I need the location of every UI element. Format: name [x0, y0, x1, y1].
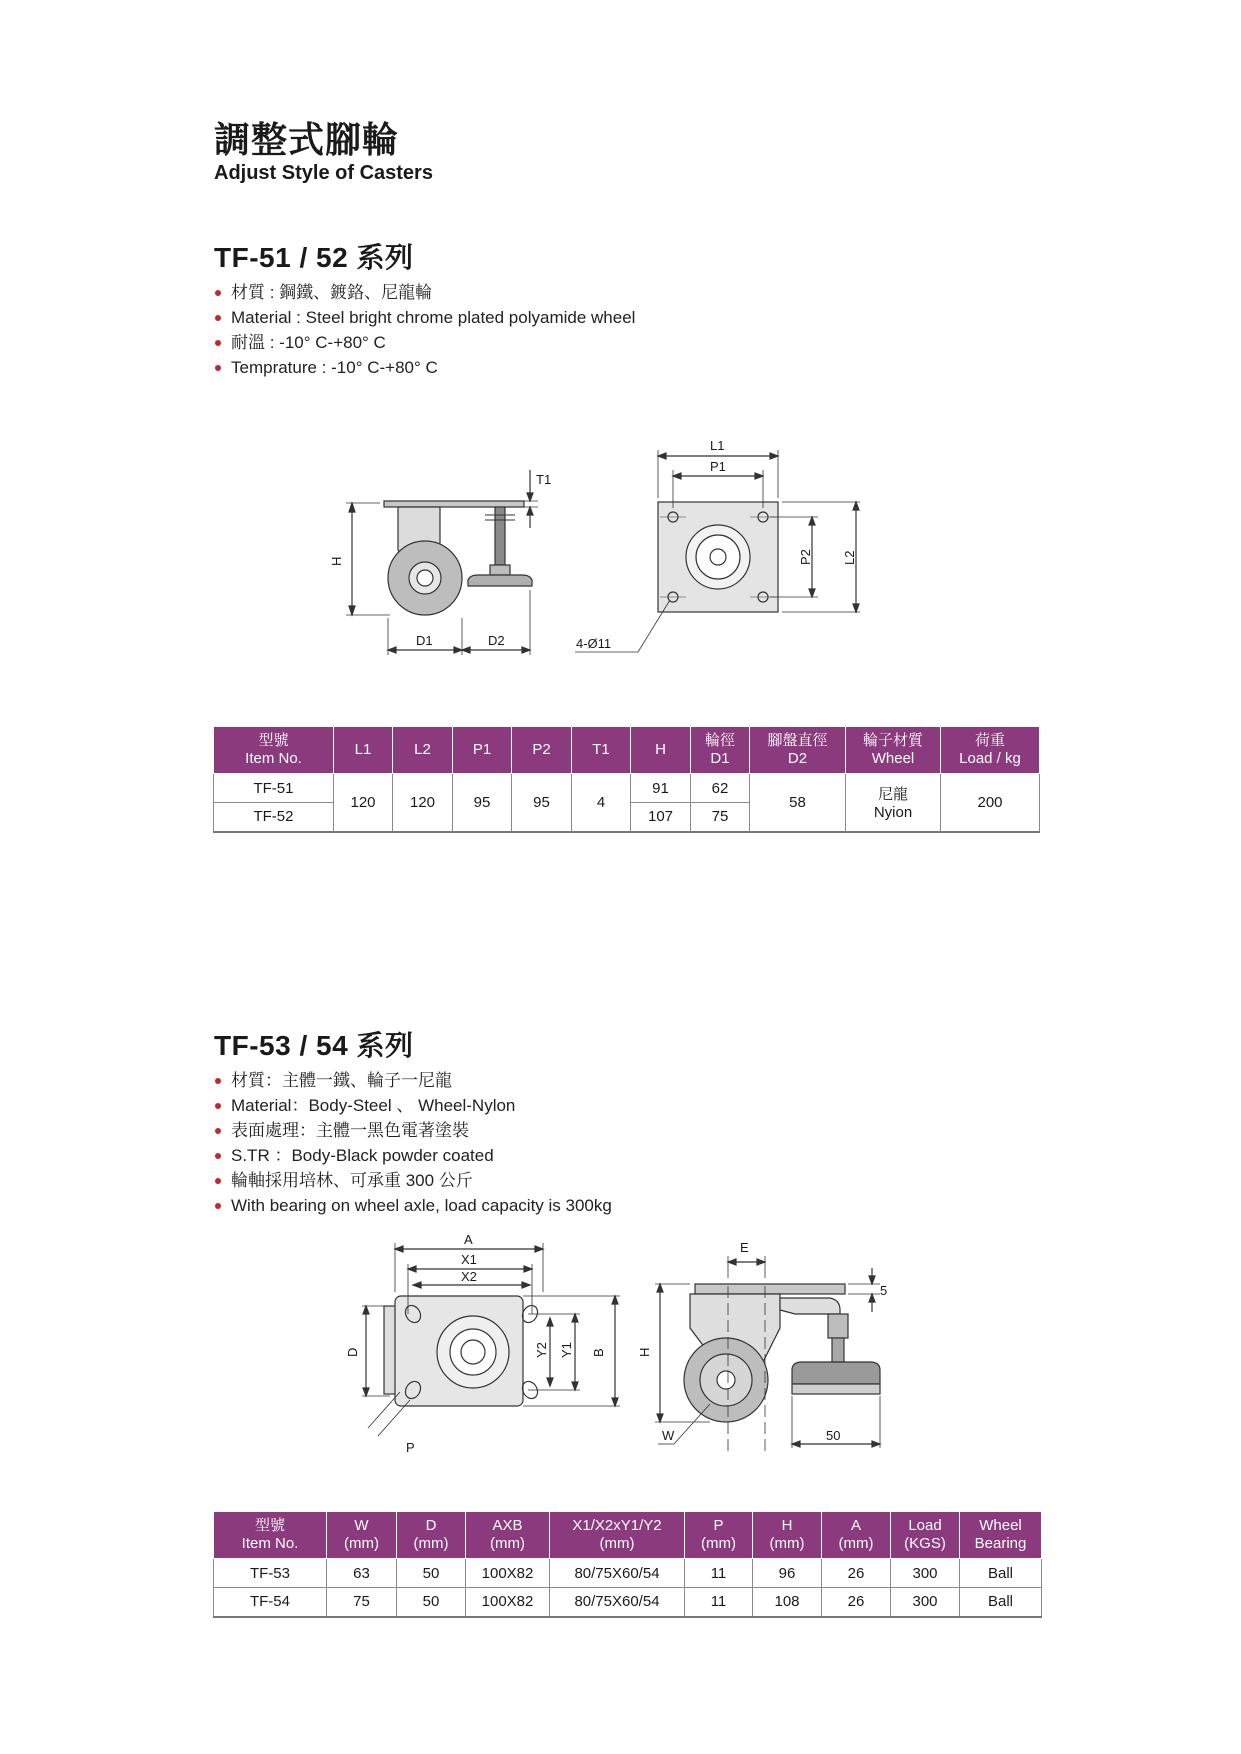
table-header-row	[214, 1512, 1042, 1559]
cell: 11	[685, 1559, 753, 1588]
section2-title: TF-53 / 54 系列	[214, 1030, 414, 1061]
bullet-item: 表面處理：主體一黑色電著塗裝	[214, 1118, 612, 1143]
tf51-spec-table	[213, 726, 1040, 833]
header-h: H	[631, 727, 691, 774]
section2-bullets	[214, 1068, 612, 1218]
label-a: A	[464, 1232, 473, 1247]
cell-l2: 120	[393, 774, 453, 832]
tf53-spec-table	[213, 1511, 1042, 1618]
label-l2: L2	[842, 550, 857, 565]
header-x1x2y1y2: X1/X2xY1/Y2 (mm)	[550, 1512, 685, 1559]
label-50: 50	[826, 1428, 841, 1443]
cell: Ball	[960, 1559, 1042, 1588]
label-p2: P2	[798, 549, 813, 565]
cell-h: 91	[631, 774, 691, 803]
bullet-item: 輪軸採用培林、可承重 300 公斤	[214, 1168, 612, 1193]
label-b: B	[591, 1348, 606, 1357]
cell: 50	[397, 1588, 466, 1617]
header-wheel: 輪子材質 Wheel	[846, 727, 941, 774]
header-wheel-bearing: Wheel Bearing	[960, 1512, 1042, 1559]
bullet-item: S.TR ：Body-Black powder coated	[214, 1143, 612, 1168]
table-row	[214, 1588, 1042, 1617]
cell: 50	[397, 1559, 466, 1588]
cell-d1: 75	[691, 803, 750, 832]
cell: 96	[753, 1559, 822, 1588]
label-h2: H	[637, 1347, 652, 1357]
cell: 100X82	[466, 1588, 550, 1617]
cell: 26	[822, 1588, 891, 1617]
label-w: W	[662, 1428, 675, 1443]
header-item-no: 型號 Item No.	[214, 1512, 327, 1559]
cell-item: TF-51	[214, 774, 334, 803]
label-p1: P1	[710, 459, 726, 474]
header-p2: P2	[512, 727, 572, 774]
header-p1: P1	[453, 727, 512, 774]
section1-bullets	[214, 280, 635, 380]
tf53-technical-drawing	[340, 1228, 910, 1478]
header-l2: L2	[393, 727, 453, 774]
bullet-item: 耐溫 : -10° C-+80° C	[214, 330, 635, 355]
header-a: A (mm)	[822, 1512, 891, 1559]
cell: 80/75X60/54	[550, 1588, 685, 1617]
cell: Ball	[960, 1588, 1042, 1617]
header-d: D (mm)	[397, 1512, 466, 1559]
table-row	[214, 1559, 1042, 1588]
section1-title: TF-51 / 52 系列	[214, 242, 414, 273]
header-l1: L1	[334, 727, 393, 774]
cell-load: 200	[941, 774, 1040, 832]
header-h: H (mm)	[753, 1512, 822, 1559]
header-p: P (mm)	[685, 1512, 753, 1559]
cell-p1: 95	[453, 774, 512, 832]
header-load: Load (KGS)	[891, 1512, 960, 1559]
cell-item: TF-52	[214, 803, 334, 832]
cell-l1: 120	[334, 774, 393, 832]
cell-h: 107	[631, 803, 691, 832]
label-5: 5	[880, 1283, 888, 1298]
bullet-item: 材質 : 鋼鐵、鍍鉻、尼龍輪	[214, 280, 635, 305]
header-axb: AXB (mm)	[466, 1512, 550, 1559]
label-holes: 4-Ø11	[576, 636, 612, 651]
cell-t1: 4	[572, 774, 631, 832]
cell: 80/75X60/54	[550, 1559, 685, 1588]
table-header-row	[214, 727, 1040, 774]
cell: TF-54	[214, 1588, 327, 1617]
label-p: P	[406, 1440, 415, 1455]
label-y2: Y2	[534, 1342, 549, 1358]
cell-d1: 62	[691, 774, 750, 803]
bullet-item: With bearing on wheel axle, load capacity is 300kg	[214, 1193, 612, 1218]
header-w: W (mm)	[327, 1512, 397, 1559]
label-x1: X1	[461, 1252, 477, 1267]
cell-p2: 95	[512, 774, 572, 832]
label-d: D	[345, 1347, 360, 1357]
label-e: E	[740, 1240, 749, 1255]
table-row	[214, 774, 1040, 803]
label-d1: D1	[416, 633, 433, 648]
bullet-item: Temprature : -10° C-+80° C	[214, 355, 635, 380]
label-h: H	[329, 556, 344, 566]
cell: TF-53	[214, 1559, 327, 1588]
page-title: 調整式腳輪	[214, 119, 400, 160]
bullet-item: Material : Steel bright chrome plated polyamide wheel	[214, 305, 635, 330]
label-t1: T1	[536, 472, 552, 487]
header-d2: 腳盤直徑 D2	[750, 727, 846, 774]
cell: 63	[327, 1559, 397, 1588]
header-t1: T1	[572, 727, 631, 774]
cell: 300	[891, 1588, 960, 1617]
tf51-technical-drawing	[320, 430, 880, 670]
cell: 108	[753, 1588, 822, 1617]
header-d1: 輪徑 D1	[691, 727, 750, 774]
label-d2: D2	[488, 633, 505, 648]
cell: 75	[327, 1588, 397, 1617]
cell: 300	[891, 1559, 960, 1588]
cell-wheel: 尼龍 Nyion	[846, 774, 941, 832]
header-item-no: 型號 Item No.	[214, 727, 334, 774]
label-y1: Y1	[559, 1342, 574, 1358]
cell: 26	[822, 1559, 891, 1588]
bullet-item: Material：Body-Steel 、 Wheel-Nylon	[214, 1093, 612, 1118]
bullet-item: 材質：主體一鐵、輪子一尼龍	[214, 1068, 612, 1093]
header-load: 荷重 Load / kg	[941, 727, 1040, 774]
label-l1: L1	[710, 438, 725, 453]
cell-d2: 58	[750, 774, 846, 832]
label-x2: X2	[461, 1269, 477, 1284]
cell: 100X82	[466, 1559, 550, 1588]
page-subtitle: Adjust Style of Casters	[214, 162, 433, 184]
cell: 11	[685, 1588, 753, 1617]
